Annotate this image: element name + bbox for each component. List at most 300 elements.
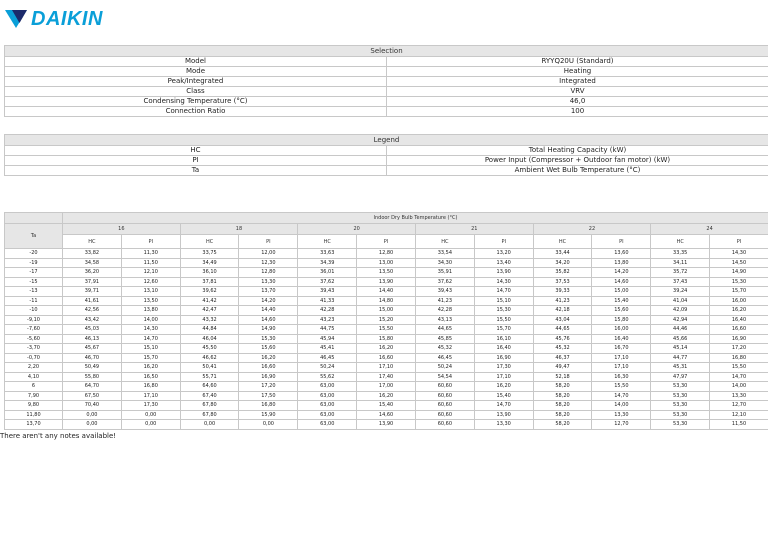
value-cell: 44,65	[415, 325, 474, 335]
value-cell: 15,70	[121, 353, 180, 363]
hc-column-header: HC	[533, 235, 592, 249]
ta-cell: -11	[5, 296, 63, 306]
value-cell: 60,60	[415, 420, 474, 430]
value-cell: 17,20	[710, 344, 768, 354]
value-cell: 41,23	[533, 296, 592, 306]
ta-cell: -17	[5, 268, 63, 278]
value-cell: 42,28	[415, 306, 474, 316]
value-cell: 13,60	[592, 249, 651, 259]
value-cell: 58,20	[533, 410, 592, 420]
value-cell: 15,70	[474, 325, 533, 335]
value-cell: 14,60	[239, 315, 298, 325]
value-cell: 45,66	[651, 334, 710, 344]
ta-cell: -19	[5, 258, 63, 268]
table-row	[5, 410, 768, 420]
value-cell: 14,00	[592, 401, 651, 411]
ta-cell: -3,70	[5, 344, 63, 354]
value-cell: 60,60	[415, 410, 474, 420]
value-cell: 17,40	[357, 372, 416, 382]
notes-text: There aren't any notes available!	[0, 432, 117, 440]
value-cell: 15,70	[710, 287, 768, 297]
value-cell: 43,32	[180, 315, 239, 325]
value-cell: 16,20	[357, 391, 416, 401]
value-cell: 44,46	[651, 325, 710, 335]
selection-row-label: Connection Ratio	[5, 107, 387, 117]
legend-row-label: Ta	[5, 166, 387, 176]
value-cell: 52,18	[533, 372, 592, 382]
value-cell: 63,00	[298, 391, 357, 401]
value-cell: 16,60	[357, 353, 416, 363]
selection-row-value: VRV	[387, 87, 768, 97]
value-cell: 46,04	[180, 334, 239, 344]
value-cell: 15,10	[474, 296, 533, 306]
value-cell: 45,85	[415, 334, 474, 344]
value-cell: 46,70	[63, 353, 122, 363]
value-cell: 53,30	[651, 401, 710, 411]
legend-row-value: Ambient Wet Bulb Temperature (°C)	[387, 166, 768, 176]
value-cell: 63,00	[298, 410, 357, 420]
value-cell: 39,24	[651, 287, 710, 297]
value-cell: 0,00	[121, 410, 180, 420]
value-cell: 53,30	[651, 410, 710, 420]
value-cell: 33,82	[63, 249, 122, 259]
value-cell: 16,40	[474, 344, 533, 354]
value-cell: 11,50	[710, 420, 768, 430]
value-cell: 15,50	[357, 325, 416, 335]
value-cell: 45,32	[415, 344, 474, 354]
hc-column-header: HC	[298, 235, 357, 249]
value-cell: 45,14	[651, 344, 710, 354]
value-cell: 54,54	[415, 372, 474, 382]
value-cell: 64,70	[63, 382, 122, 392]
value-cell: 53,30	[651, 420, 710, 430]
selection-row	[5, 67, 768, 77]
value-cell: 33,54	[415, 249, 474, 259]
indoor-temp-header: 20	[298, 224, 416, 235]
legend-row	[5, 156, 768, 166]
value-cell: 63,00	[298, 401, 357, 411]
pi-column-header: PI	[121, 235, 180, 249]
selection-row-label: Class	[5, 87, 387, 97]
value-cell: 39,43	[298, 287, 357, 297]
value-cell: 13,80	[592, 258, 651, 268]
value-cell: 45,41	[298, 344, 357, 354]
value-cell: 13,30	[474, 420, 533, 430]
value-cell: 16,80	[239, 401, 298, 411]
legend-row-value: Power Input (Compressor + Outdoor fan motor) (kW)	[387, 156, 768, 166]
selection-title: Selection	[5, 46, 768, 57]
value-cell: 49,47	[533, 363, 592, 373]
value-cell: 14,30	[474, 277, 533, 287]
value-cell: 41,42	[180, 296, 239, 306]
pi-column-header: PI	[592, 235, 651, 249]
selection-row	[5, 57, 768, 67]
value-cell: 12,70	[710, 401, 768, 411]
table-row	[5, 287, 768, 297]
value-cell: 13,90	[474, 268, 533, 278]
value-cell: 45,31	[651, 363, 710, 373]
value-cell: 14,60	[357, 410, 416, 420]
value-cell: 16,40	[710, 315, 768, 325]
value-cell: 12,30	[239, 258, 298, 268]
value-cell: 12,70	[592, 420, 651, 430]
value-cell: 12,10	[710, 410, 768, 420]
value-cell: 13,90	[357, 420, 416, 430]
value-cell: 12,80	[239, 268, 298, 278]
value-cell: 41,23	[415, 296, 474, 306]
value-cell: 16,80	[121, 382, 180, 392]
value-cell: 35,91	[415, 268, 474, 278]
pi-column-header: PI	[710, 235, 768, 249]
value-cell: 42,18	[533, 306, 592, 316]
ta-cell: 6	[5, 382, 63, 392]
value-cell: 16,40	[592, 334, 651, 344]
value-cell: 37,62	[298, 277, 357, 287]
value-cell: 14,70	[710, 372, 768, 382]
value-cell: 13,70	[239, 287, 298, 297]
selection-row-value: 46,0	[387, 97, 768, 107]
value-cell: 39,43	[415, 287, 474, 297]
value-cell: 37,53	[533, 277, 592, 287]
ta-cell: -7,60	[5, 325, 63, 335]
value-cell: 15,60	[592, 306, 651, 316]
value-cell: 0,00	[239, 420, 298, 430]
table-row	[5, 268, 768, 278]
table-row	[5, 249, 768, 259]
legend-row-value: Total Heating Capacity (kW)	[387, 146, 768, 156]
ta-header: Ta	[5, 224, 63, 249]
value-cell: 44,77	[651, 353, 710, 363]
value-cell: 13,50	[121, 296, 180, 306]
value-cell: 17,10	[121, 391, 180, 401]
value-cell: 14,80	[357, 296, 416, 306]
value-cell: 41,04	[651, 296, 710, 306]
daikin-logo	[3, 8, 103, 30]
value-cell: 50,41	[180, 363, 239, 373]
value-cell: 17,30	[474, 363, 533, 373]
value-cell: 37,81	[180, 277, 239, 287]
value-cell: 16,20	[710, 306, 768, 316]
selection-row-value: Integrated	[387, 77, 768, 87]
indoor-temp-header: 21	[415, 224, 533, 235]
value-cell: 16,20	[474, 382, 533, 392]
value-cell: 45,03	[63, 325, 122, 335]
value-cell: 15,30	[239, 334, 298, 344]
value-cell: 36,20	[63, 268, 122, 278]
value-cell: 60,60	[415, 382, 474, 392]
value-cell: 33,75	[180, 249, 239, 259]
value-cell: 12,00	[239, 249, 298, 259]
value-cell: 17,00	[357, 382, 416, 392]
pi-column-header: PI	[474, 235, 533, 249]
table-row	[5, 382, 768, 392]
value-cell: 15,60	[239, 344, 298, 354]
table-row	[5, 258, 768, 268]
value-cell: 46,13	[63, 334, 122, 344]
value-cell: 34,11	[651, 258, 710, 268]
value-cell: 50,24	[298, 363, 357, 373]
ta-cell: -13	[5, 287, 63, 297]
table-row	[5, 306, 768, 316]
value-cell: 16,60	[710, 325, 768, 335]
selection-row	[5, 77, 768, 87]
ta-cell: 11,80	[5, 410, 63, 420]
value-cell: 58,20	[533, 382, 592, 392]
value-cell: 16,10	[474, 334, 533, 344]
value-cell: 45,67	[63, 344, 122, 354]
value-cell: 17,10	[592, 363, 651, 373]
value-cell: 41,33	[298, 296, 357, 306]
hc-column-header: HC	[180, 235, 239, 249]
value-cell: 14,00	[710, 382, 768, 392]
value-cell: 16,70	[592, 344, 651, 354]
value-cell: 39,33	[533, 287, 592, 297]
value-cell: 16,60	[239, 363, 298, 373]
value-cell: 50,24	[415, 363, 474, 373]
value-cell: 45,76	[533, 334, 592, 344]
value-cell: 13,90	[357, 277, 416, 287]
value-cell: 60,60	[415, 401, 474, 411]
value-cell: 34,49	[180, 258, 239, 268]
value-cell: 14,20	[592, 268, 651, 278]
value-cell: 43,04	[533, 315, 592, 325]
value-cell: 17,50	[239, 391, 298, 401]
indoor-temp-header: 18	[180, 224, 298, 235]
value-cell: 37,62	[415, 277, 474, 287]
value-cell: 50,49	[63, 363, 122, 373]
selection-row-label: Mode	[5, 67, 387, 77]
value-cell: 63,00	[298, 382, 357, 392]
value-cell: 37,91	[63, 277, 122, 287]
hc-column-header: HC	[415, 235, 474, 249]
value-cell: 41,61	[63, 296, 122, 306]
value-cell: 16,90	[239, 372, 298, 382]
value-cell: 43,23	[298, 315, 357, 325]
value-cell: 42,56	[63, 306, 122, 316]
value-cell: 67,80	[180, 401, 239, 411]
value-cell: 16,30	[592, 372, 651, 382]
value-cell: 14,70	[474, 287, 533, 297]
table-row	[5, 315, 768, 325]
value-cell: 35,82	[533, 268, 592, 278]
value-cell: 58,20	[533, 420, 592, 430]
value-cell: 14,90	[710, 268, 768, 278]
ta-cell: -10	[5, 306, 63, 316]
value-cell: 13,10	[121, 287, 180, 297]
selection-row-label: Condensing Temperature (°C)	[5, 97, 387, 107]
value-cell: 34,58	[63, 258, 122, 268]
table-row	[5, 353, 768, 363]
legend-row	[5, 166, 768, 176]
value-cell: 13,20	[474, 249, 533, 259]
value-cell: 14,30	[121, 325, 180, 335]
table-row	[5, 420, 768, 430]
selection-row-value: Heating	[387, 67, 768, 77]
ta-cell: -5,60	[5, 334, 63, 344]
value-cell: 16,50	[121, 372, 180, 382]
value-cell: 42,94	[651, 315, 710, 325]
value-cell: 15,50	[592, 382, 651, 392]
value-cell: 14,20	[239, 296, 298, 306]
value-cell: 13,50	[357, 268, 416, 278]
value-cell: 16,90	[710, 334, 768, 344]
value-cell: 13,40	[474, 258, 533, 268]
value-cell: 39,71	[63, 287, 122, 297]
value-cell: 15,50	[474, 315, 533, 325]
table-row	[5, 325, 768, 335]
value-cell: 33,63	[298, 249, 357, 259]
ta-cell: 2,20	[5, 363, 63, 373]
table-row	[5, 372, 768, 382]
value-cell: 15,00	[357, 306, 416, 316]
value-cell: 17,10	[357, 363, 416, 373]
value-cell: 53,30	[651, 382, 710, 392]
value-cell: 64,60	[180, 382, 239, 392]
selection-row-label: Model	[5, 57, 387, 67]
indoor-temp-header: 22	[533, 224, 651, 235]
value-cell: 14,90	[239, 325, 298, 335]
hc-column-header: HC	[651, 235, 710, 249]
value-cell: 36,10	[180, 268, 239, 278]
value-cell: 15,50	[710, 363, 768, 373]
value-cell: 47,97	[651, 372, 710, 382]
daikin-logo-mark	[3, 9, 29, 29]
selection-row	[5, 107, 768, 117]
value-cell: 15,10	[121, 344, 180, 354]
selection-table	[4, 45, 768, 117]
legend-row-label: PI	[5, 156, 387, 166]
pi-column-header: PI	[239, 235, 298, 249]
value-cell: 13,90	[474, 410, 533, 420]
value-cell: 16,90	[474, 353, 533, 363]
value-cell: 60,60	[415, 391, 474, 401]
value-cell: 16,20	[121, 363, 180, 373]
value-cell: 14,60	[592, 277, 651, 287]
table-row	[5, 401, 768, 411]
legend-row-label: HC	[5, 146, 387, 156]
value-cell: 15,40	[357, 401, 416, 411]
value-cell: 11,30	[121, 249, 180, 259]
value-cell: 15,30	[710, 277, 768, 287]
value-cell: 42,09	[651, 306, 710, 316]
value-cell: 16,20	[357, 344, 416, 354]
value-cell: 13,30	[710, 391, 768, 401]
selection-row-value: RYYQ20U (Standard)	[387, 57, 768, 67]
value-cell: 58,20	[533, 391, 592, 401]
table-row	[5, 334, 768, 344]
value-cell: 46,45	[298, 353, 357, 363]
legend-title: Legend	[5, 135, 768, 146]
value-cell: 33,44	[533, 249, 592, 259]
legend-table	[4, 134, 768, 176]
value-cell: 0,00	[121, 420, 180, 430]
pi-column-header: PI	[357, 235, 416, 249]
value-cell: 11,50	[121, 258, 180, 268]
table-row	[5, 277, 768, 287]
value-cell: 14,40	[239, 306, 298, 316]
value-cell: 55,62	[298, 372, 357, 382]
value-cell: 43,42	[63, 315, 122, 325]
value-cell: 34,39	[298, 258, 357, 268]
value-cell: 45,50	[180, 344, 239, 354]
value-cell: 14,30	[710, 249, 768, 259]
ta-cell: -0,70	[5, 353, 63, 363]
value-cell: 55,80	[63, 372, 122, 382]
value-cell: 15,20	[357, 315, 416, 325]
value-cell: 45,94	[298, 334, 357, 344]
value-cell: 53,30	[651, 391, 710, 401]
value-cell: 15,90	[239, 410, 298, 420]
value-cell: 36,01	[298, 268, 357, 278]
value-cell: 12,10	[121, 268, 180, 278]
table-row	[5, 363, 768, 373]
value-cell: 14,40	[357, 287, 416, 297]
value-cell: 14,00	[121, 315, 180, 325]
value-cell: 45,32	[533, 344, 592, 354]
value-cell: 34,20	[533, 258, 592, 268]
selection-row	[5, 87, 768, 97]
value-cell: 0,00	[180, 420, 239, 430]
value-cell: 17,10	[592, 353, 651, 363]
value-cell: 16,20	[239, 353, 298, 363]
indoor-temp-group-header: Indoor Dry Bulb Temperature (°C)	[63, 213, 768, 224]
value-cell: 15,40	[474, 391, 533, 401]
value-cell: 67,40	[180, 391, 239, 401]
value-cell: 13,00	[357, 258, 416, 268]
table-row	[5, 296, 768, 306]
value-cell: 13,80	[121, 306, 180, 316]
value-cell: 15,40	[592, 296, 651, 306]
value-cell: 37,43	[651, 277, 710, 287]
value-cell: 14,70	[592, 391, 651, 401]
ta-cell: 7,90	[5, 391, 63, 401]
hc-column-header: HC	[63, 235, 122, 249]
value-cell: 15,30	[474, 306, 533, 316]
value-cell: 17,10	[474, 372, 533, 382]
value-cell: 15,80	[357, 334, 416, 344]
value-cell: 46,37	[533, 353, 592, 363]
value-cell: 13,30	[239, 277, 298, 287]
value-cell: 13,30	[592, 410, 651, 420]
ta-cell: 13,70	[5, 420, 63, 430]
selection-row-value: 100	[387, 107, 768, 117]
value-cell: 44,84	[180, 325, 239, 335]
selection-row-label: Peak/Integrated	[5, 77, 387, 87]
value-cell: 14,50	[710, 258, 768, 268]
value-cell: 14,70	[474, 401, 533, 411]
value-cell: 43,13	[415, 315, 474, 325]
value-cell: 15,80	[592, 315, 651, 325]
value-cell: 67,50	[63, 391, 122, 401]
value-cell: 55,71	[180, 372, 239, 382]
value-cell: 46,62	[180, 353, 239, 363]
indoor-temp-header: 16	[63, 224, 181, 235]
selection-row	[5, 97, 768, 107]
value-cell: 34,30	[415, 258, 474, 268]
ta-cell: 9,80	[5, 401, 63, 411]
value-cell: 44,65	[533, 325, 592, 335]
value-cell: 16,80	[710, 353, 768, 363]
value-cell: 35,72	[651, 268, 710, 278]
legend-row	[5, 146, 768, 156]
value-cell: 33,35	[651, 249, 710, 259]
value-cell: 0,00	[63, 420, 122, 430]
value-cell: 46,45	[415, 353, 474, 363]
value-cell: 67,80	[180, 410, 239, 420]
ta-cell: -9,10	[5, 315, 63, 325]
value-cell: 16,00	[710, 296, 768, 306]
value-cell: 42,47	[180, 306, 239, 316]
